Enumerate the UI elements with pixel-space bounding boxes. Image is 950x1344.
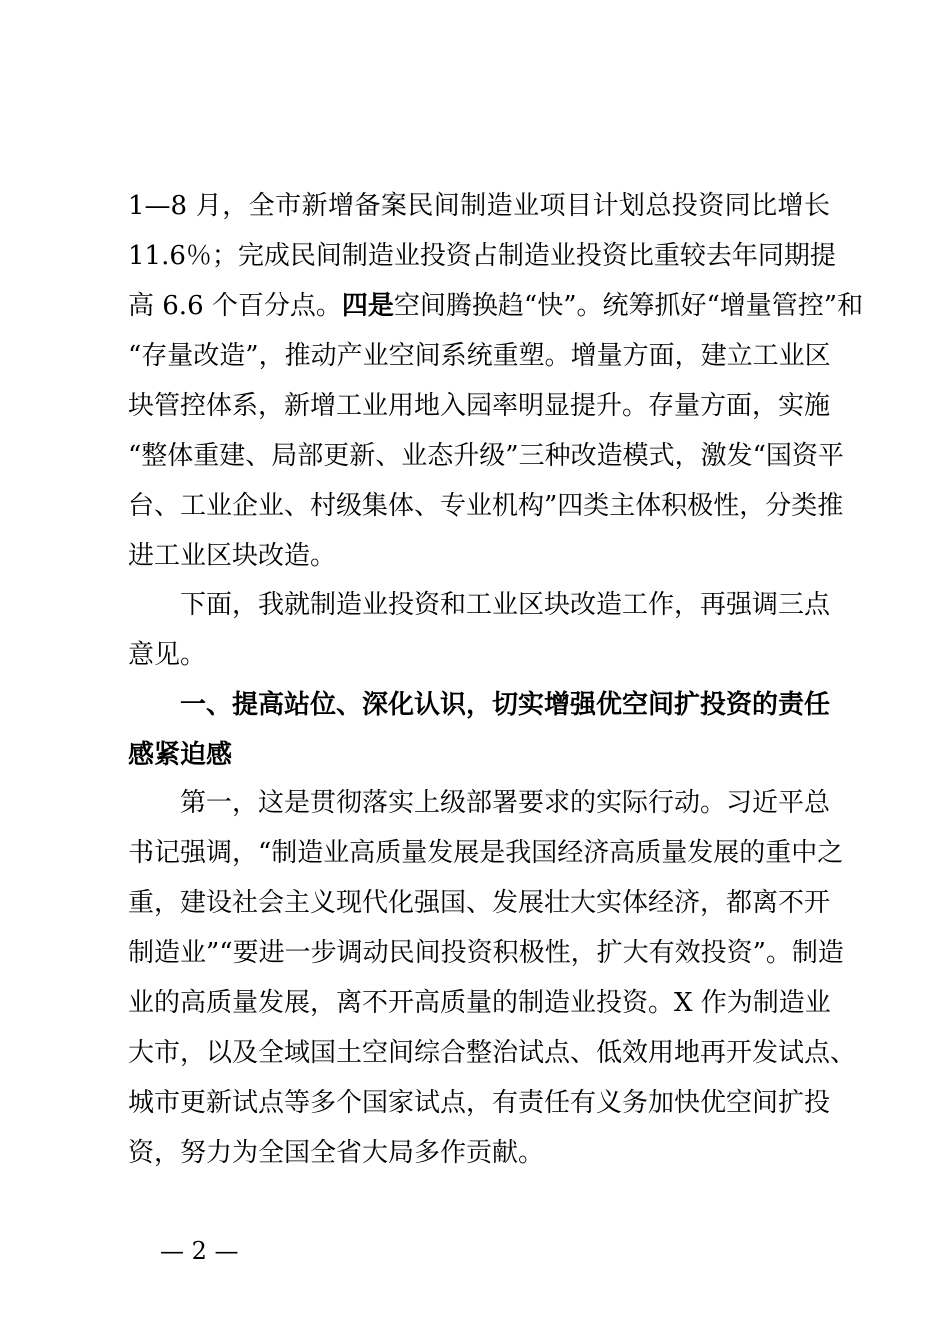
paragraph-3-line-5: 业的高质量发展，离不开高质量的制造业投资。X 作为制造业	[128, 988, 831, 1018]
paragraph-1-line-4: “存量改造”，推动产业空间系统重塑。增量方面，建立工业区	[128, 341, 831, 371]
paragraph-3-line-8: 资，努力为全国全省大局多作贡献。	[128, 1138, 545, 1168]
paragraph-3-line-7: 城市更新试点等多个国家试点，有责任有义务加快优空间扩投	[128, 1088, 831, 1118]
paragraph-2-line-2: 意见。	[128, 640, 207, 670]
paragraph-3-line-1: 第一，这是贯彻落实上级部署要求的实际行动。习近平总	[180, 788, 831, 818]
paragraph-1-line-6: “整体重建、局部更新、业态升级”三种改造模式，激发“国资平	[128, 441, 844, 471]
paragraph-3-line-2: 书记强调，“制造业高质量发展是我国经济高质量发展的重中之	[128, 838, 844, 868]
section-heading-line-2: 感紧迫感	[128, 740, 233, 770]
paragraph-1-line-3-text-a: 高 6.6 个百分点。	[128, 291, 342, 321]
paragraph-1-line-3-text-b: 空间腾换趋“快”。统筹抓好“增量管控”和	[393, 291, 864, 321]
paragraph-1-line-7: 台、工业企业、村级集体、专业机构”四类主体积极性，分类推	[128, 491, 844, 521]
paragraph-3-line-3: 重，建设社会主义现代化强国、发展壮大实体经济，都离不开	[128, 888, 831, 918]
paragraph-1-line-1: 1—8 月，全市新增备案民间制造业项目计划总投资同比增长	[128, 191, 830, 221]
paragraph-2-line-1: 下面，我就制造业投资和工业区块改造工作，再强调三点	[180, 590, 831, 620]
paragraph-1-line-8: 进工业区块改造。	[128, 541, 337, 571]
section-heading-line-1: 一、提高站位、深化认识，切实增强优空间扩投资的责任	[180, 690, 831, 720]
paragraph-1-bold-marker: 四是	[341, 291, 394, 321]
paragraph-3-line-4: 制造业”“要进一步调动民间投资积极性，扩大有效投资”。制造	[128, 938, 844, 968]
paragraph-1-line-5: 块管控体系，新增工业用地入园率明显提升。存量方面，实施	[128, 391, 831, 421]
paragraph-3-line-6: 大市，以及全域国土空间综合整治试点、低效用地再开发试点、	[128, 1038, 857, 1068]
paragraph-1-line-2: 11.6％；完成民间制造业投资占制造业投资比重较去年同期提	[128, 241, 836, 271]
page-number: — 2 —	[160, 1237, 239, 1265]
paragraph-1-line-3	[128, 281, 864, 331]
